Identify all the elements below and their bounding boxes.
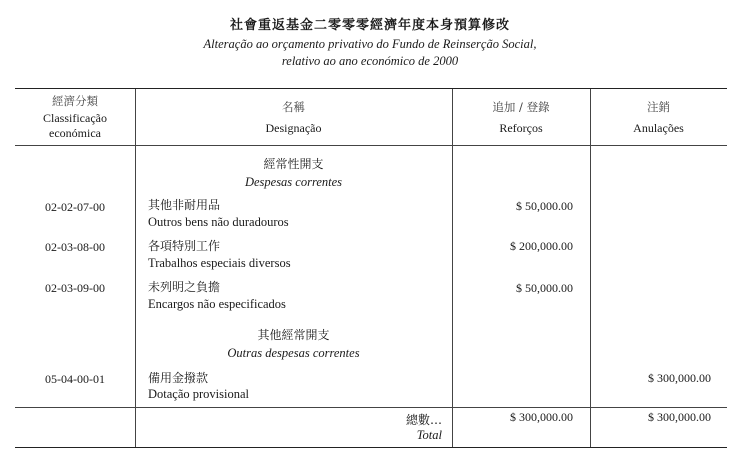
total-anulacoes: $ 300,000.00 — [648, 410, 711, 424]
section-title-zh: 經常性開支 — [263, 157, 324, 171]
section-title-zh: 其他經常開支 — [257, 328, 330, 342]
total-divider — [15, 407, 727, 408]
row-reforcos: $ 50,000.00 — [516, 281, 573, 295]
header-designation-zh: 名稱 — [282, 99, 305, 114]
row-designation-zh: 備用金撥款 — [148, 371, 209, 385]
document-title-pt-line2: relativo ao ano económico de 2000 — [281, 54, 459, 68]
header-divider — [15, 145, 727, 146]
section-title-pt: Despesas correntes — [244, 175, 343, 189]
row-reforcos: $ 50,000.00 — [516, 199, 573, 213]
total-label-zh: 總數… — [405, 413, 442, 427]
header-designation — [135, 89, 452, 145]
document-title-zh: 社會重返基金二零零零經濟年度本身預算修改 — [229, 18, 510, 33]
row-designation-zh: 各項特別工作 — [148, 239, 221, 253]
total-label-pt: Total — [416, 428, 442, 442]
header-reforcos-zh: 追加 / 登錄 — [492, 99, 550, 114]
row-reforcos: $ 200,000.00 — [510, 239, 573, 253]
header-reforcos — [452, 89, 590, 145]
row-code: 05-04-00-01 — [45, 372, 105, 386]
section-title-pt: Outras despesas correntes — [227, 346, 360, 360]
row-code: 02-03-08-00 — [45, 240, 105, 254]
header-anulacoes-pt: Anulações — [633, 120, 684, 135]
header-classification — [15, 89, 135, 145]
header-anulacoes-zh: 注銷 — [647, 99, 670, 114]
header-classification-pt2: económica — [49, 126, 101, 140]
header-classification-pt1: Classificação — [43, 111, 107, 125]
row-designation-pt: Dotação provisional — [148, 387, 250, 401]
total-reforcos: $ 300,000.00 — [510, 410, 573, 424]
header-reforcos-pt: Reforços — [499, 120, 543, 135]
header-designation-pt: Designação — [265, 120, 322, 135]
row-code: 02-02-07-00 — [45, 200, 105, 214]
budget-table — [15, 88, 727, 448]
header-anulacoes — [590, 89, 727, 145]
row-anulacoes: $ 300,000.00 — [648, 371, 711, 385]
row-designation-pt: Trabalhos especiais diversos — [148, 256, 291, 270]
row-designation-pt: Outros bens não duradouros — [148, 215, 289, 229]
row-designation-zh: 其他非耐用品 — [148, 198, 221, 212]
row-designation-zh: 未列明之負擔 — [148, 280, 221, 294]
document-title-pt-line1: Alteração ao orçamento privativo do Fundo de Reinserção Social, — [203, 37, 537, 51]
row-code: 02-03-09-00 — [45, 281, 105, 295]
row-designation-pt: Encargos não especificados — [148, 297, 286, 311]
header-classification-zh: 經濟分類 — [52, 94, 98, 108]
